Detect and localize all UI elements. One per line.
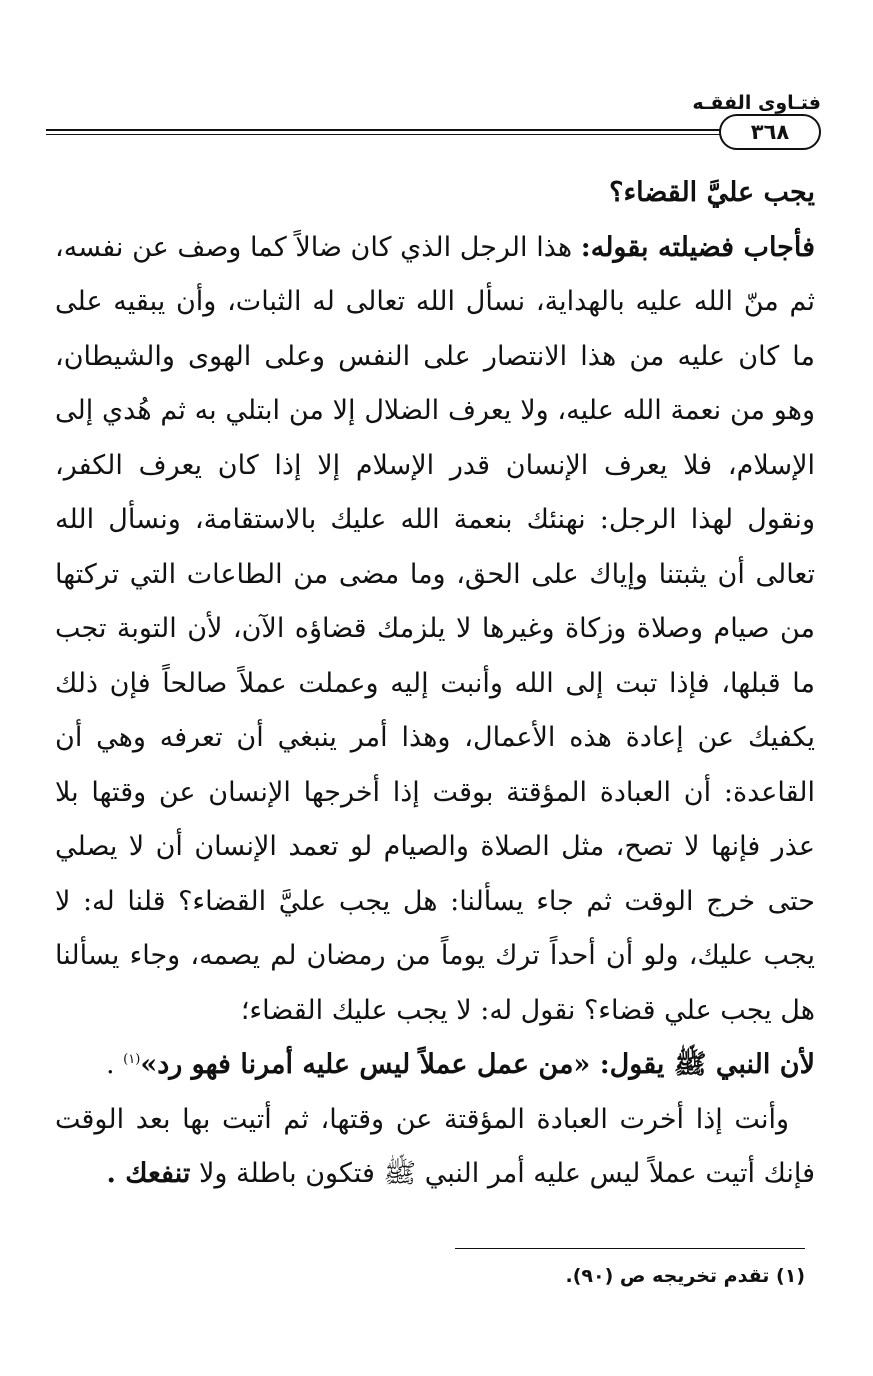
prophet-clause: لأن النبي ﷺ يقول: xyxy=(590,1049,815,1080)
answer-paragraph xyxy=(55,221,815,1039)
footnote-reference: (١) xyxy=(123,1052,141,1067)
second-paragraph-tail: تنفعك . xyxy=(106,1158,191,1189)
answer-lead: فأجاب فضيلته بقوله: xyxy=(580,231,815,263)
header-rule-thin xyxy=(46,134,726,135)
page-number: ٣٦٨ xyxy=(719,114,821,150)
header-rule xyxy=(46,129,726,131)
second-paragraph xyxy=(55,1093,815,1202)
answer-text: هذا الرجل الذي كان ضالاً كما وصف عن نفسه، ثم منّ الله عليه بالهداية، نسأل الله تعالى له الثبات، وأن يبقيه على ما كان عليه من هذا الانتصار على النفس وعلى الهوى والشيطان، وهو من نعمة الله عليه، ولا يعرف الضلال إلا من ابتلي به ثم هُدي إلى الإسلام، فلا يعرف الإنسان قدر الإسلام إلا إذا كان يعرف الكفر، ونقول لهذا الرجل: نهنئك بنعمة الله عليك بالاستقامة، ونسأل الله تعالى أن يثبتنا وإياك على الحق، وما مضى من الطاعات التي تركتها من صيام وصلاة وزكاة وغيرها لا يلزمك قضاؤه الآن، لأن التوبة تجب ما قبلها، فإذا تبت إلى الله وأنبت إليه وعملت عملاً صالحاً فإن ذلك يكفيك عن إعادة هذه الأعمال، وهذا أمر ينبغي أن تعرفه وهي أن القاعدة: أن العبادة المؤقتة بوقت إذا أخرجها الإنسان عن وقتها بلا عذر فإنها لا تصح، مثل الصلاة والصيام لو تعمد الإنسان أن لا يصلي حتى خرج الوقت ثم جاء يسألنا: هل يجب عليَّ القضاء؟ قلنا له: لا يجب عليك، ولو أن أحداً ترك يوماً من رمضان لم يصمه، وجاء يسألنا هل يجب علي قضاء؟ نقول له: لا يجب عليك القضاء؛ xyxy=(55,231,815,1026)
footnote-text: تقدم تخريجه ص (٩٠). xyxy=(565,1265,777,1287)
hadith-end: . xyxy=(106,1049,124,1080)
running-title: فتـاوى الفقـه xyxy=(692,92,821,114)
second-paragraph-text: وأنت إذا أخرت العبادة المؤقتة عن وقتها، ثم أتيت بها بعد الوقت فإنك أتيت عملاً ليس عليه أمر النبي ﷺ فتكون باطلة ولا xyxy=(55,1103,815,1189)
footnote-separator xyxy=(455,1248,805,1249)
footnote-marker: (١) xyxy=(776,1265,805,1287)
question-heading: يجب عليَّ القضاء؟ xyxy=(609,177,815,208)
footnote xyxy=(565,1265,805,1287)
page-body xyxy=(55,166,815,1202)
hadith-quote: «من عمل عملاً ليس عليه أمرنا فهو رد» xyxy=(140,1049,591,1080)
hadith-line xyxy=(55,1038,815,1093)
